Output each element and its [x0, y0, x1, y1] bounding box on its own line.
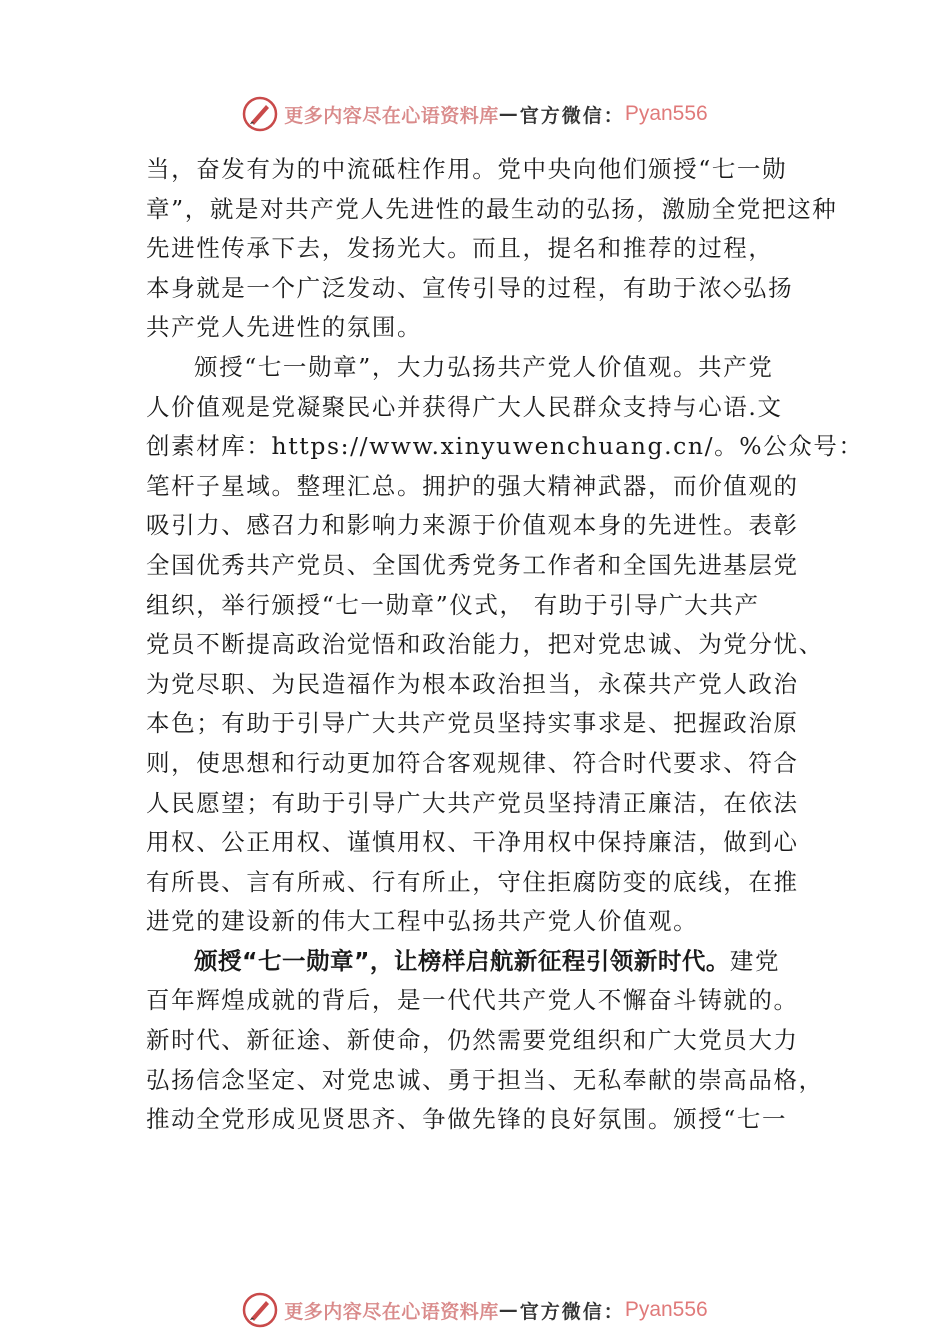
- text-line: 组织，举行颁授“七一勋章”仪式， 有助于引导广大共产: [146, 590, 760, 619]
- bold-heading-line: [146, 942, 836, 982]
- heading-tail-text: 建党: [729, 946, 781, 975]
- text-line: 则，使思想和行动更加符合客观规律、符合时代要求、符合: [146, 748, 799, 777]
- text-line: 进党的建设新的伟大工程中弘扬共产党人价值观。: [146, 907, 699, 936]
- banner-wechat-id: Pyan556: [624, 1298, 708, 1321]
- text-line: 人价值观是党凝聚民心并获得广大人民群众支持与心语.文: [146, 392, 783, 421]
- text-line: 共产党人先进性的氛围。: [146, 313, 423, 342]
- banner-title: 更多内容尽在心语资料库: [284, 104, 499, 127]
- text-line: 本身就是一个广泛发动、宣传引导的过程，有助于浓◇弘扬: [146, 273, 794, 302]
- text-line: 全国优秀共产党员、全国优秀党务工作者和全国先进基层党: [146, 550, 799, 579]
- bold-heading: 颁授“七一勋章”，让榜样启航新征程引领新时代。: [194, 946, 730, 975]
- text-line: 本色；有助于引导广大共产党员坚持实事求是、把握政治原: [146, 709, 799, 738]
- header-banner: [0, 94, 950, 134]
- text-line: 用权、公正用权、谨慎用权、干净用权中保持廉洁，做到心: [146, 828, 799, 857]
- brush-logo-icon: [242, 96, 278, 132]
- footer-banner: [0, 1290, 950, 1330]
- banner-wechat-label: 官方微信：: [519, 104, 625, 127]
- banner-wechat-label: 官方微信：: [519, 1300, 625, 1323]
- text-line: 先进性传承下去，发扬光大。而且，提名和推荐的过程，: [146, 234, 774, 263]
- banner-wechat-id: Pyan556: [624, 102, 708, 125]
- text-line: 笔杆子星域。整理汇总。拥护的强大精神武器，而价值观的: [146, 471, 799, 500]
- text-line: 当，奋发有为的中流砥柱作用。党中央向他们颁授“七一勋: [146, 155, 788, 183]
- text-line: 党员不断提高政治觉悟和政治能力，把对党忠诚、为党分忧、: [146, 630, 824, 659]
- brush-logo-icon: [242, 1292, 278, 1328]
- text-line: 吸引力、感召力和影响力来源于价值观本身的先进性。表彰: [146, 511, 799, 540]
- text-line: 创素材库：https://www.xinyuwenchuang.cn/。%公众号：: [146, 432, 864, 461]
- document-body: [146, 150, 864, 1140]
- text-line: 章”，就是对共产党人先进性的最生动的弘扬，激励全党把这种: [146, 194, 838, 223]
- text-line: 人民愿望；有助于引导广大共产党员坚持清正廉洁，在依法: [146, 788, 799, 817]
- text-line: 有所畏、言有所戒、行有所止，守住拒腐防变的底线，在推: [146, 867, 799, 896]
- banner-dash: —: [498, 103, 520, 125]
- banner-title: 更多内容尽在心语资料库: [284, 1300, 499, 1323]
- text-line: 弘扬信念坚定、对党忠诚、勇于担当、无私奉献的崇高品格，: [146, 1065, 824, 1094]
- text-line: 为党尽职、为民造福作为根本政治担当，永葆共产党人政治: [146, 669, 799, 698]
- text-line: 百年辉煌成就的背后，是一代代共产党人不懈奋斗铸就的。: [146, 986, 799, 1015]
- text-line: 新时代、新征途、新使命，仍然需要党组织和广大党员大力: [146, 1026, 799, 1055]
- paragraph-start-line: 颁授“七一勋章”，大力弘扬共产党人价值观。共产党: [194, 352, 774, 381]
- banner-dash: —: [498, 1299, 520, 1321]
- text-line: 推动全党形成见贤思齐、争做先锋的良好氛围。颁授“七一: [146, 1105, 788, 1134]
